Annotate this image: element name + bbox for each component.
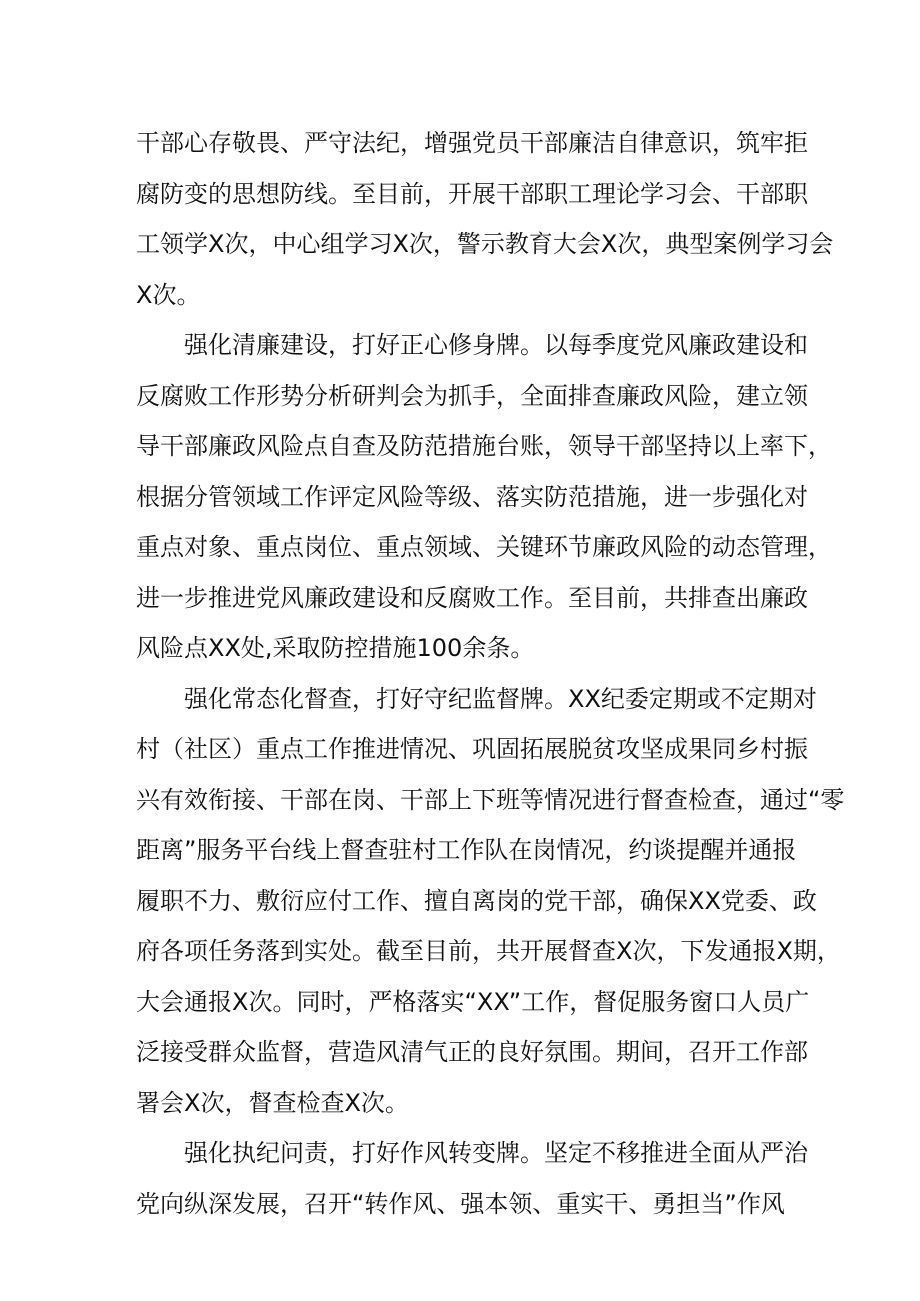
text-line: 干部心存敬畏、严守法纪，增强党员干部廉洁自律意识，筑牢拒 [136,129,808,157]
text-line: 腐防变的思想防线。至目前，开展干部职工理论学习会、干部职 [136,179,808,208]
document-body [136,118,845,1229]
text-line: 兴有效衔接、干部在岗、干部上下班等情况进行督查检查，通过“零 [136,785,845,814]
paragraph-start-line: 强化常态化督查，打好守纪监督牌。XX纪委定期或不定期对 [184,684,817,713]
text-line: 重点对象、重点岗位、重点领域、关键环节廉政风险的动态管理， [136,533,832,561]
text-line: 反腐败工作形势分析研判会为抓手，全面排查廉政风险，建立领 [136,381,808,410]
paragraph-start-line: 强化清廉建设，打好正心修身牌。以每季度党风廉政建设和 [184,331,808,359]
text-line: X次。 [136,280,201,309]
text-line: 根据分管领域工作评定风险等级、落实防范措施，进一步强化对 [136,482,808,511]
text-line: 大会通报X次。同时，严格落实“XX”工作，督促服务窗口人员广 [136,987,810,1016]
text-line: 署会X次，督查检查X次。 [136,1088,409,1117]
text-line: 进一步推进党风廉政建设和反腐败工作。至目前，共排查出廉政 [136,583,808,612]
text-line: 风险点XX处,采取防控措施100余条。 [136,634,535,662]
text-line: 工领学X次，中心组学习X次，警示教育大会X次，典型案例学习会 [136,230,834,258]
text-line: 府各项任务落到实处。截至目前，共开展督查X次，下发通报X期， [136,937,841,965]
text-line: 泛接受群众监督，营造风清气正的良好氛围。期间，召开工作部 [136,1038,808,1066]
paragraph-start-line: 强化执纪问责，打好作风转变牌。坚定不移推进全面从严治 [184,1139,808,1167]
text-line: 导干部廉政风险点自查及防范措施台账，领导干部坚持以上率下， [136,432,832,460]
text-line: 履职不力、敷衍应付工作、擅自离岗的党干部，确保XX党委、政 [136,886,817,915]
text-line: 距离”服务平台线上督查驻村工作队在岗情况，约谈提醒并通报 [136,836,797,864]
text-line: 村（社区）重点工作推进情况、巩固拓展脱贫攻坚成果同乡村振 [136,735,808,763]
text-line: 党向纵深发展，召开“转作风、强本领、重实干、勇担当”作风 [136,1189,785,1218]
